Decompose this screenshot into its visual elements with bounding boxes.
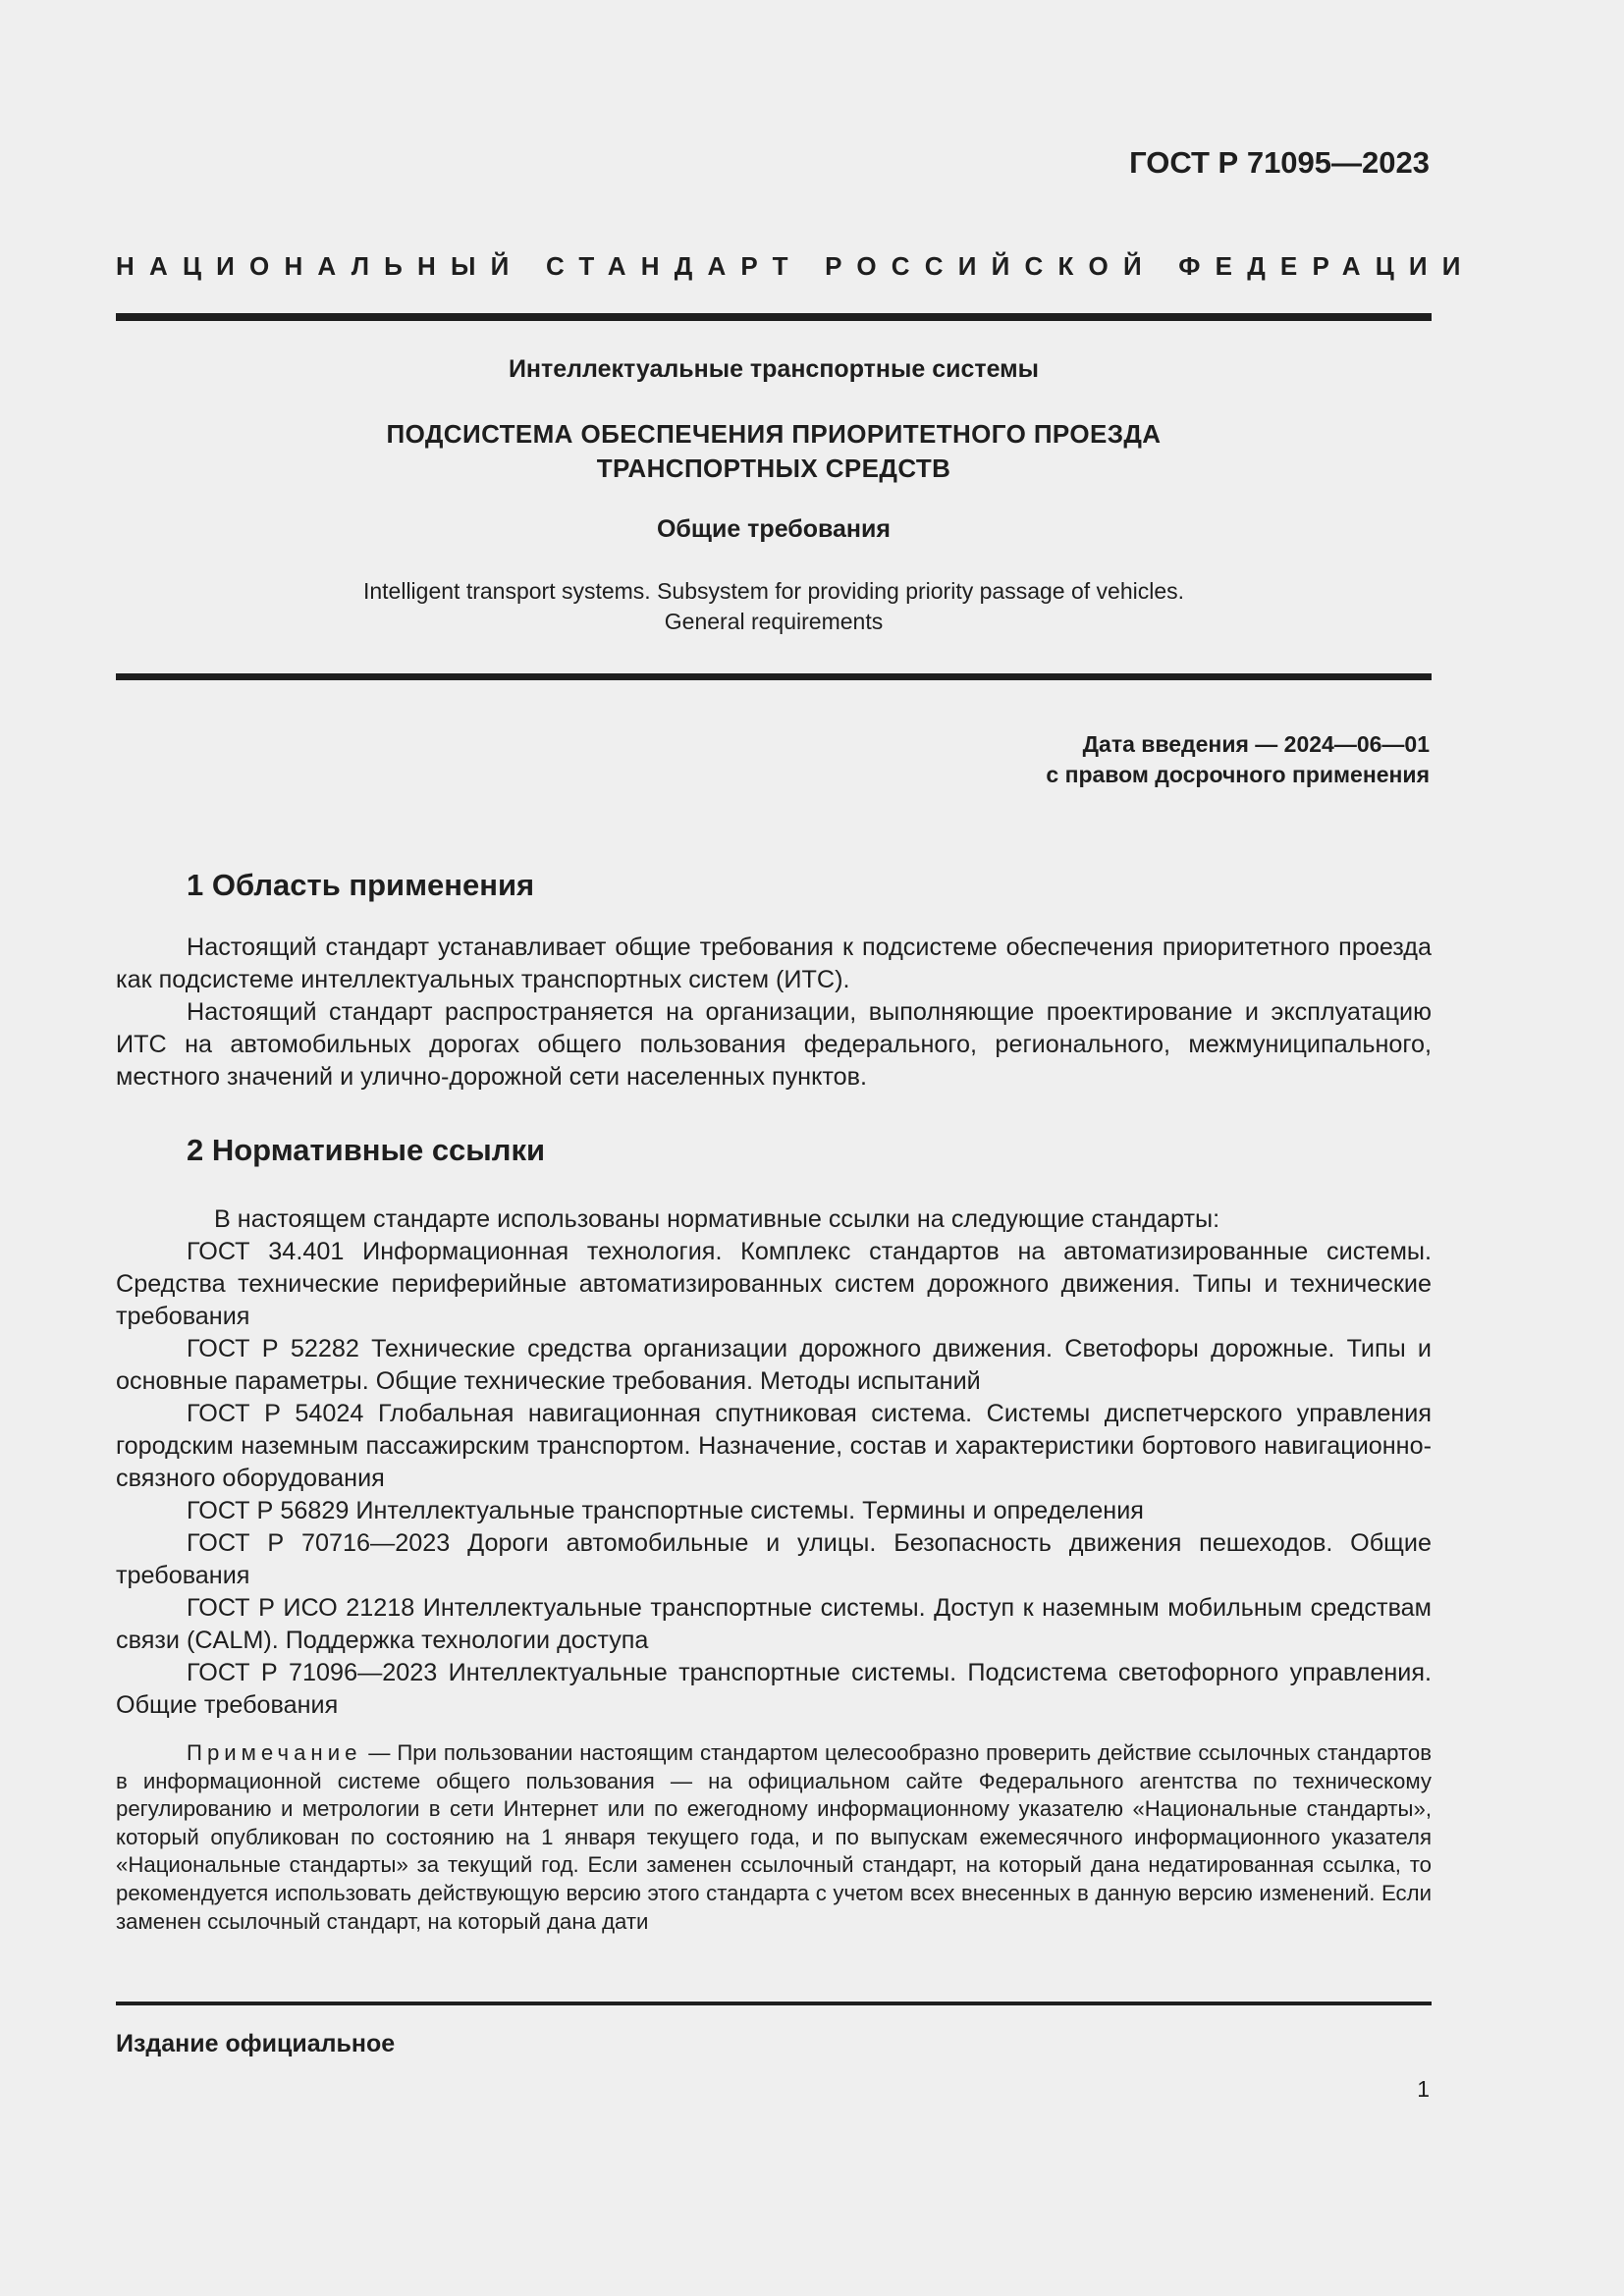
reference-item: ГОСТ 34.401 Информационная технология. Комплекс стандартов на автоматизированные системы. Средства технические периферийные автоматизированных систем дорожного движения. Типы и технические требования — [116, 1238, 1432, 1330]
reference-item: ГОСТ Р 52282 Технические средства организации дорожного движения. Светофоры дорожные. Типы и основные параметры. Общие технические требования. Методы испытаний — [116, 1335, 1432, 1395]
top-divider — [116, 313, 1432, 321]
note-text: — При пользовании настоящим стандартом целесообразно проверить действие ссылочных стандартов в информационной системе общего пользования — на официальном сайте Федерального агентства по техническому регулированию и метрологии в сети Интернет или по ежегодному информационному указателю «Национальные стандарты», который опубликован по состоянию на 1 января текущего года, и по выпускам ежемесячного информационного указателя «Национальные стандарты» за текущий год. Если заменен ссылочный стандарт, на который дана недатированная ссылка, то рекомендуется использовать действующую версию этого стандарта с учетом всех внесенных в данную версию изменений. Если заменен ссылочный стандарт, на который дана дати — [116, 1740, 1432, 1934]
paragraph: Настоящий стандарт распространяется на организации, выполняющие проектирование и эксплуатацию ИТС на автомобильных дорогах общего пользования федерального, регионального, межмуниципального, местного значений и улично-дорожной сети населенных пунктов. — [116, 998, 1432, 1091]
early-application-note: с правом досрочного применения — [1046, 762, 1430, 787]
note-label: Примечание — [187, 1740, 362, 1765]
reference-item: ГОСТ Р 71096—2023 Интеллектуальные транспортные системы. Подсистема светофорного управления. Общие требования — [116, 1659, 1432, 1719]
subtitle: Общие требования — [656, 515, 891, 543]
english-title — [116, 576, 1432, 637]
reference-item: ГОСТ Р 56829 Интеллектуальные транспортные системы. Термины и определения — [187, 1497, 1144, 1524]
reference-item: ГОСТ Р ИСО 21218 Интеллектуальные транспортные системы. Доступ к наземным мобильным средствам связи (CALM). Поддержка технологии доступа — [116, 1594, 1432, 1654]
introduction-date: Дата введения — 2024—06—01 — [1082, 731, 1430, 757]
reference-item: ГОСТ Р 70716—2023 Дороги автомобильные и улицы. Безопасность движения пешеходов. Общие требования — [116, 1529, 1432, 1589]
section-1-body — [116, 932, 1432, 1094]
english-title-line-1: Intelligent transport systems. Subsystem for providing priority passage of vehicles. — [362, 578, 1185, 604]
section-2-title: 2 Нормативные ссылки — [187, 1133, 546, 1167]
national-standard-title: НАЦИОНАЛЬНЫЙ СТАНДАРТ РОССИЙСКОЙ ФЕДЕРАЦИИ — [116, 251, 1476, 281]
paragraph: Настоящий стандарт устанавливает общие требования к подсистеме обеспечения приоритетного проезда как подсистеме интеллектуальных транспортных систем (ИТС). — [116, 934, 1432, 993]
official-edition-label: Издание официальное — [116, 2030, 396, 2057]
section-1-title: 1 Область применения — [187, 868, 535, 902]
english-title-line-2: General requirements — [664, 609, 884, 634]
main-title — [116, 417, 1432, 486]
section-2-body — [116, 1203, 1432, 1722]
title-divider — [116, 673, 1432, 680]
main-title-line-2: ТРАНСПОРТНЫХ СРЕДСТВ — [596, 454, 951, 483]
introduction-date-block — [1046, 729, 1430, 790]
references-intro: В настоящем стандарте использованы нормативные ссылки на следующие стандарты: — [214, 1205, 1220, 1233]
reference-item: ГОСТ Р 54024 Глобальная навигационная спутниковая система. Системы диспетчерского управления городским наземным пассажирским транспортом. Назначение, состав и характеристики бортового навигационно-связного оборудования — [116, 1400, 1432, 1492]
note-block — [116, 1739, 1432, 1936]
document-number: ГОСТ Р 71095—2023 — [1129, 145, 1430, 180]
system-title: Интеллектуальные транспортные системы — [508, 355, 1040, 383]
page-number: 1 — [1417, 2076, 1430, 2102]
footer-divider — [116, 2002, 1432, 2005]
main-title-line-1: ПОДСИСТЕМА ОБЕСПЕЧЕНИЯ ПРИОРИТЕТНОГО ПРОЕЗДА — [386, 419, 1162, 449]
